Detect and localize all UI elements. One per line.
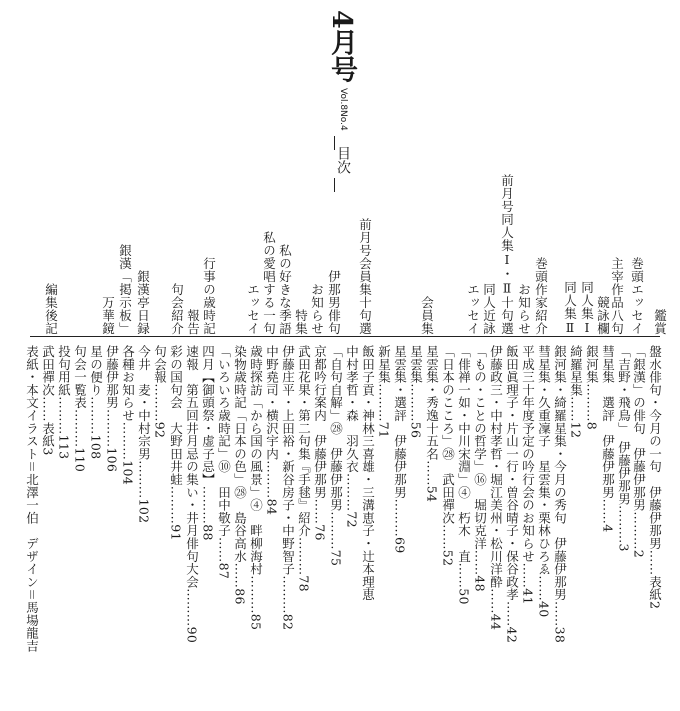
- toc-entry: 平成三十年度予定の吟行会のお知らせ……41: [520, 345, 536, 605]
- toc-entry: 句会報………92: [152, 345, 168, 439]
- toc-entry: 星雲集・秀逸十五名……54: [424, 345, 440, 503]
- toc-entry: 中村孝哲・森 羽久衣………72: [344, 345, 360, 528]
- toc-entry: 盤水俳句・今月の一句 伊藤伊那男……表紙2: [647, 345, 663, 610]
- toc-label: 目次: [335, 146, 351, 174]
- header-essay-2: エッセイ: [245, 283, 261, 335]
- toc-entry: 速報 第五回井月忌の集い・井月俳句大会………90: [184, 345, 200, 644]
- toc-entry: 四月【御頭祭・虚子忌】………88: [200, 345, 216, 541]
- header-henshu-koki: 編集後記: [43, 283, 59, 335]
- toc-entry: 銀河集・綺羅星集・今月の秀句 伊藤伊那男……38: [552, 345, 568, 644]
- header-gyoji: 行事の歳時記: [201, 257, 217, 335]
- toc-entry: 伊藤伊那男………106: [104, 345, 120, 473]
- toc-entry: 飯田子貢・神林三喜雄・三溝恵子・辻本理恵: [360, 345, 376, 601]
- separator-bottom: [334, 178, 335, 192]
- volume-number: Vol.8No.4: [338, 88, 348, 131]
- toc-entry: 「吉野・飛鳥」 伊藤伊那男………3: [616, 345, 632, 552]
- toc-credits: 表紙・本文イラスト＝北澤一伯 デザイン＝馬場龍吉: [24, 345, 40, 653]
- toc-entry: 伊藤庄平・上田裕・新谷房子・中野智子………82: [280, 345, 296, 631]
- divider-rule: [30, 336, 660, 337]
- header-kukai: 句会紹介: [169, 283, 185, 335]
- header-mangekyo: 万華鏡: [100, 296, 116, 335]
- toc-entry: 武田花果・第二句集『手毬』紹介………78: [296, 345, 312, 592]
- header-kaiin: 会員集: [419, 296, 435, 335]
- toc-entry: 句会一覧表………110: [72, 345, 88, 473]
- toc-entry: 伊藤政三・中村孝哲・堀江美州・松川洋酔……44: [488, 345, 504, 631]
- header-kansho: 鑑賞: [652, 309, 668, 335]
- toc-entry: 「自句自解」㉘ 伊藤伊那男………75: [328, 345, 344, 567]
- toc-entry: 今井 麦・中村宗男………102: [136, 345, 152, 524]
- header-kanto-essay: 巻頭エッセイ: [629, 257, 645, 335]
- header-tokushu: 特集: [293, 309, 309, 335]
- toc-entry: 星雲集………56: [408, 345, 424, 439]
- toc-entry: 「銀漢」の俳句 伊藤伊那男………2: [631, 345, 647, 559]
- header-dojin-kinei: 同人近詠: [481, 283, 497, 335]
- toc-entry: 各種お知らせ………104: [120, 345, 136, 485]
- toc-entry: 銀河集………8: [584, 345, 600, 431]
- toc-entry: 星雲集・選評 伊藤伊那男………69: [392, 345, 408, 554]
- header-essay-1: エッセイ: [465, 283, 481, 335]
- page-title: 4月号: [326, 10, 357, 83]
- toc-entry: 新星集………71: [376, 345, 392, 439]
- toc-entry: 飯田眞理子・片山一行・曽谷晴子・保谷政孝……42: [504, 345, 520, 644]
- header-dojin-2: 同人集Ⅱ: [562, 280, 578, 335]
- header-dojin-1: 同人集Ⅰ: [579, 280, 595, 335]
- header-hokoku: 報告: [185, 309, 201, 335]
- toc-entry: 彗星集 選評 伊藤伊那男……4: [600, 345, 616, 533]
- toc-entry: 京都吟行案内 伊藤伊那男……76: [312, 345, 328, 541]
- header-nichiroku: 銀漢亭日録: [135, 270, 151, 335]
- header-shusai: 主宰作品八句: [609, 257, 625, 335]
- toc-entry: 「俳禅一如・中川宋淵」④ 朽木 直……50: [456, 345, 472, 605]
- toc-entry: 染物歳時記「日本の色」㉘ 島谷高水……86: [232, 345, 248, 605]
- header-zengetsu-dojin: 前月号同人集Ⅰ・Ⅱ十句選: [499, 174, 515, 335]
- toc-entry: 中野堯司・横沢宇内………84: [264, 345, 280, 516]
- toc-entry: 投句用紙………113: [56, 345, 72, 460]
- toc-entry: 綺羅星集……12: [568, 345, 584, 439]
- toc-entry: 「もの・ことの哲学」⑯ 堀切克洋……48: [472, 345, 488, 592]
- header-inao-haiku: 伊那男俳句: [326, 270, 342, 335]
- toc-entry: 歳時探訪「から国の風景」④ 畔柳海村………85: [248, 345, 264, 631]
- header-oshirase-2: お知らせ: [309, 283, 325, 335]
- toc-entry: 武田禪次……表紙3: [40, 345, 56, 456]
- header-kyoei: 競詠欄: [595, 296, 611, 335]
- header-kanto-sakka: 巻頭作家紹介: [533, 257, 549, 335]
- toc-entry: 「いろいろ歳時記」⑩ 田中敬子……87: [216, 345, 232, 580]
- toc-entry: 彩の国句会 大野田井蛙………91: [168, 345, 184, 541]
- header-oshirase-1: お知らせ: [516, 283, 532, 335]
- header-keijiban: 銀漢「掲示板」: [117, 244, 133, 335]
- header-kigo: 私の好きな季語: [277, 244, 293, 335]
- header-aisho: 私の愛唱する一句: [261, 231, 277, 335]
- toc-entry: 星の便り………108: [88, 345, 104, 460]
- toc-entry: 彗星集・久重凜子 星雲集・栗林ひろゑ……40: [536, 345, 552, 618]
- toc-entry: 「日本のこころ」㉘ 武田禪次……52: [440, 345, 456, 567]
- header-zengetsu-kaiin: 前月号会員集十句選: [357, 218, 373, 335]
